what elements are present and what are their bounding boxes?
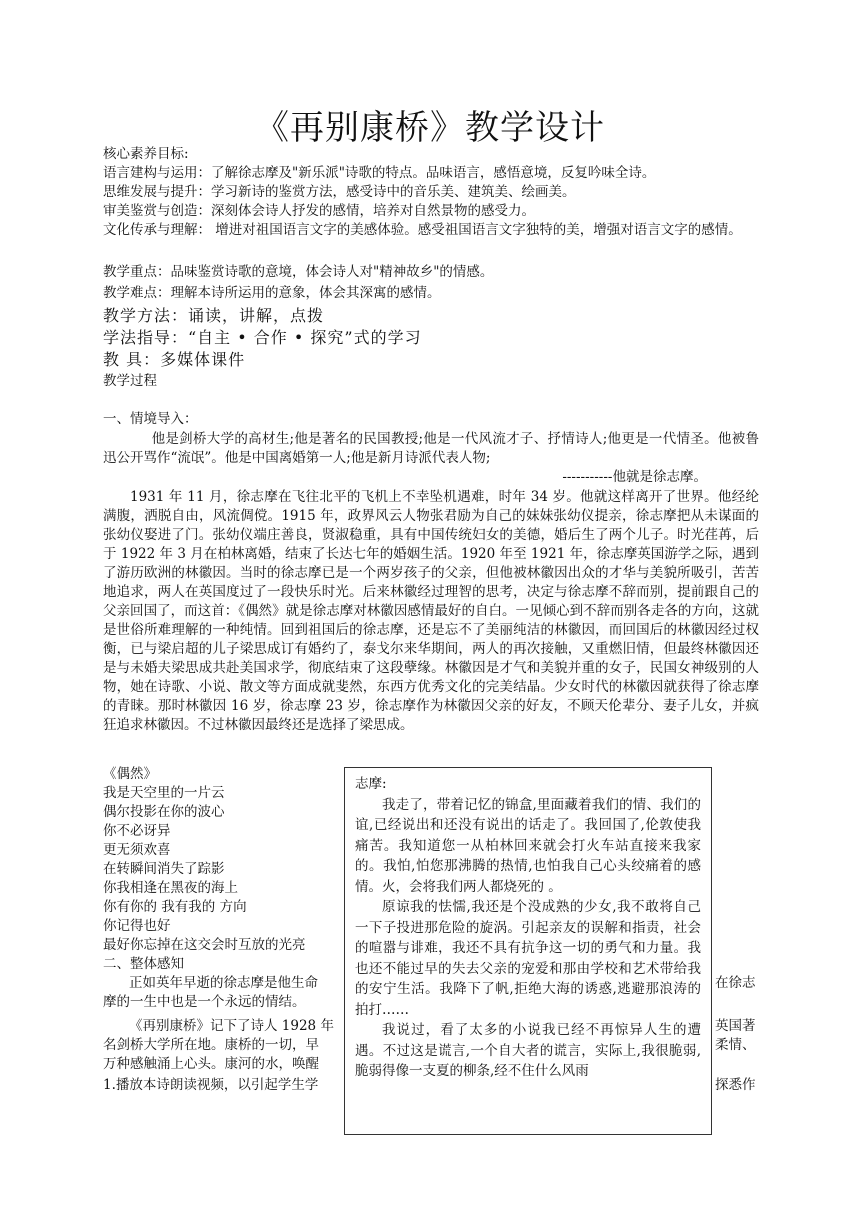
key-points: 教学重点：品味鉴赏诗歌的意境，体会诗人对"精神故乡"的情感。 (103, 264, 494, 280)
section2-heading: 二、整体感知 (103, 956, 184, 972)
poem-line: 你我相逢在黑夜的海上 (103, 880, 238, 896)
objective-line: 文化传承与理解： 增进对祖国语言文字的美感体验。感受祖国语言文字独特的美，增强对语言文字的感情。 (103, 222, 742, 238)
section2-text: 英国著 (715, 1018, 756, 1034)
poem-line: 在转瞬间消失了踪影 (103, 861, 225, 877)
section2-text: 名剑桥大学所在地。康桥的一切，早 (103, 1037, 319, 1053)
section2-text: 万种感触涌上心头。康河的水，唤醒 (103, 1056, 319, 1072)
poem (103, 765, 306, 955)
poem-line: 你不必讶异 (103, 823, 171, 839)
poem-line: 你有你的 我有我的 方向 (103, 899, 247, 915)
poem-line: 我是天空里的一片云 (103, 785, 225, 801)
poem-line: 偶尔投影在你的波心 (103, 804, 225, 820)
section2-text: 探悉作 (715, 1077, 756, 1093)
page-title: 《再别康桥》教学设计 (255, 108, 605, 148)
objective-line: 语言建构与运用：了解徐志摩及"新乐派"诗歌的特点。品味语言，感悟意境，反复吟味全诗。 (103, 165, 656, 181)
section2-text: 1.播放本诗朗读视频，以引起学生学 (103, 1077, 319, 1093)
section2-text: 在徐志 (715, 975, 756, 991)
section2-text: 正如英年早逝的徐志摩是他生命 (129, 975, 318, 991)
objective-line: 审美鉴赏与创造：深刻体会诗人抒发的感情，培养对自然景物的感受力。 (103, 203, 535, 219)
poem-line: 你记得也好 (103, 918, 171, 934)
letter-salutation: 志摩: (355, 776, 387, 792)
section2-text: 柔情、 (715, 1037, 756, 1053)
letter-textbox (344, 767, 712, 1135)
section2-text: 摩的一生中也是一个永远的情结。 (103, 994, 306, 1010)
letter-paragraph: 我走了，带着记忆的锦盒,里面藏着我们的情、我们的谊,已经说出和还没有说出的话走了。我回国了,伦敦使我痛苦。我知道您一从柏林回来就会打火车站直接来我家的。我怕,怕您那沸腾的热情,也怕我自己心头绞痛着的感情。火，会将我们两人都烧死的 。 (355, 796, 701, 895)
section2-text: 《再别康桥》记下了诗人 1928 年 (129, 1018, 334, 1034)
section1-heading: 一、情境导入： (103, 411, 198, 427)
story-paragraph: 1931 年 11 月，徐志摩在飞往北平的飞机上不幸坠机遇难，时年 34 岁。他就这样离开了世界。他经纶满腹，洒脱自由，风流倜傥。1915 年，政界风云人物张君励为自己的妹妹张幼仪提亲，徐志摩把从未谋面的张幼仪娶进了门。张幼仪端庄善良，贤淑稳重，具有中国传统妇女的美德，婚后生了两个儿子。时光荏苒，后于 1922 年 3 月在柏林离婚，结束了长达七年的婚姻生活。1920 年至 1921 年，徐志摩英国游学之际，遇到了游历欧洲的林徽因。当时的徐志摩已是一个两岁孩子的父亲，但他被林徽因出众的才华与美貌所吸引，苦苦地追求，两人在英国度过了一段快乐时光。后来林徽经过理智的思考，决定与徐志摩不辞而别，提前跟自己的父亲回国了，而这首：《偶然》就是徐志摩对林徽因感情最好的自白。一见倾心到不辞而别各走各的方向，这就是世俗所难理解的一种纯情。回到祖国后的徐志摩，还是忘不了美丽纯洁的林徽因，而回国后的林徽因经过权衡，已与梁启超的儿子梁思成订有婚约了，泰戈尔来华期间，两人的再次接触，又重燃旧情，但最终林徽因还是与未婚夫梁思成共赴美国求学，彻底结束了这段孽缘。林徽因是才气和美貌并重的女子，民国女神级别的人物，她在诗歌、小说、散文等方面成就斐然，东西方优秀文化的完美结晶。少女时代的林徽因就获得了徐志摩的青睐。那时林徽因 16 岁，徐志摩 23 岁，徐志摩作为林徽因父亲的好友，不顾天伦辈分、妻子儿女，并疯狂追求林徽因。不过林徽因最终还是选择了梁思成。 (103, 489, 759, 733)
poem-line: 更无须欢喜 (103, 842, 171, 858)
poem-title: 《偶然》 (103, 766, 157, 782)
letter-paragraph: 我说过，看了太多的小说我已经不再惊异人生的遭遇。不过这是谎言,一个自大者的谎言，实际上,我很脆弱,脆弱得像一支夏的柳条,经不住什么风雨 (355, 1022, 701, 1079)
study-guide: 学法指导：“自主 • 合作 • 探究”式的学习 (103, 328, 422, 347)
letter-paragraph: 原谅我的怯懦,我还是个没成熟的少女,我不敢将自己一下子投进那危险的旋涡。引起亲友的误解和指责，社会的喧嚣与诽难，我还不具有抗争这一切的勇气和力量。我也还不能过早的失去父亲的宠爱和那由学校和艺术带给我的安宁生活。我降下了帆,拒绝大海的诱惑,逃避那浪涛的拍打…… (355, 899, 701, 1018)
intro-paragraph: 他是剑桥大学的高材生;他是著名的民国教授;他是一代风流才子、抒情诗人;他更是一代情圣。他被鲁迅公开骂作“流氓”。他是中国离婚第一人;他是新月诗派代表人物; (103, 431, 759, 466)
objective-line: 思维发展与提升：学习新诗的鉴赏方法，感受诗中的音乐美、建筑美、绘画美。 (103, 184, 576, 200)
teaching-tools: 教 具：多媒体课件 (103, 350, 246, 369)
objectives-heading: 核心素养目标: (103, 146, 189, 162)
teaching-method: 教学方法：诵读，讲解，点拨 (103, 306, 325, 325)
reveal-line: -----------他就是徐志摩。 (562, 469, 707, 485)
process-heading: 教学过程 (103, 373, 157, 389)
poem-line: 最好你忘掉在这交会时互放的光亮 (103, 937, 306, 953)
difficulties: 教学难点：理解本诗所运用的意象，体会其深寓的感情。 (103, 285, 441, 301)
